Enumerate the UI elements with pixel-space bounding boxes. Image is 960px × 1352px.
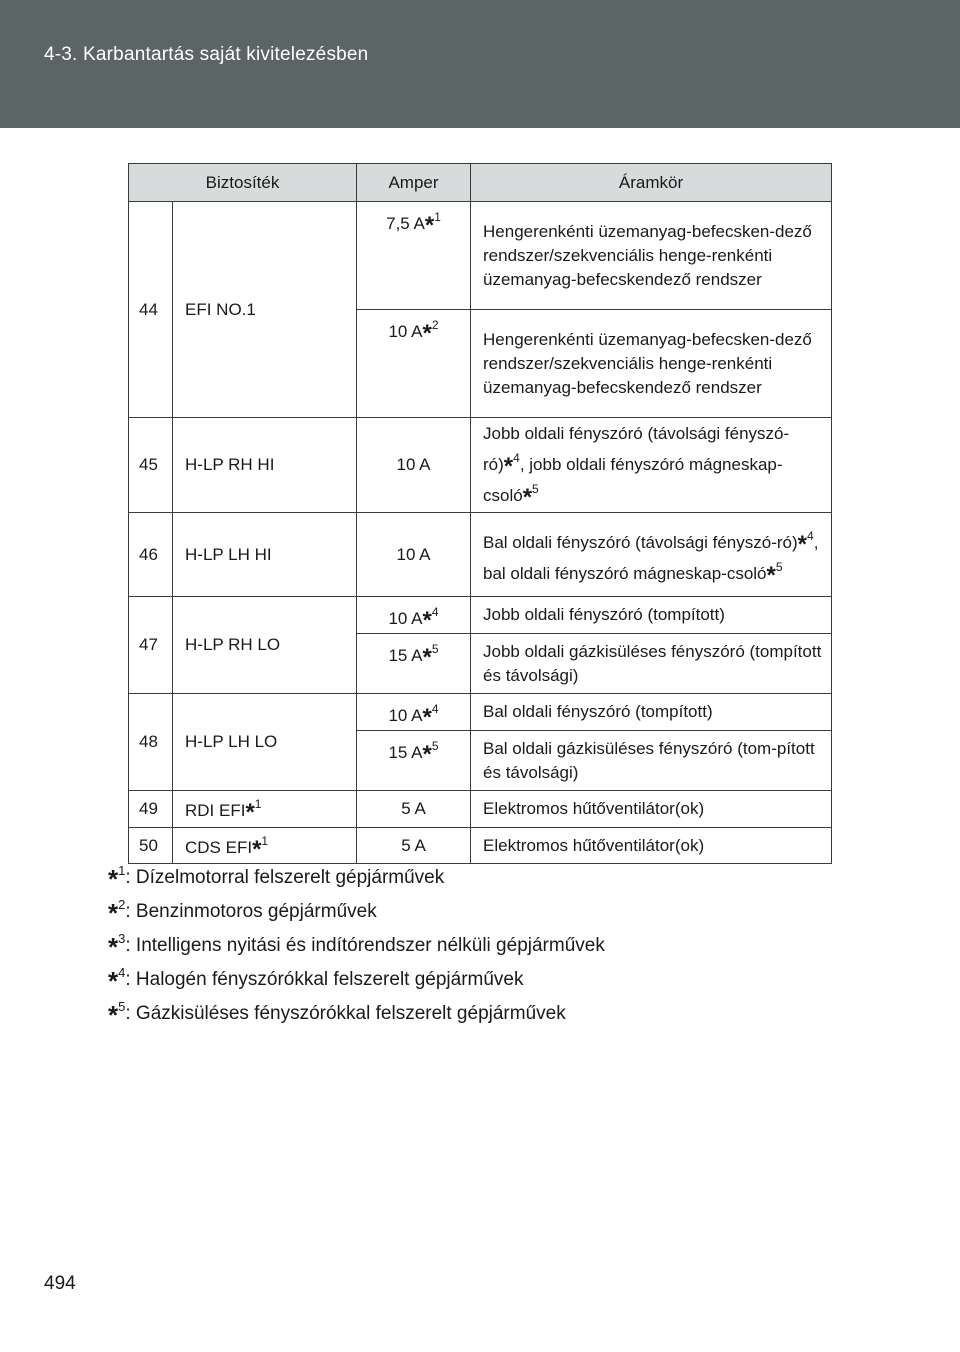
section-title: 4-3. Karbantartás saját kivitelezésben (44, 44, 369, 65)
ampere-cell: 10 A (357, 513, 471, 597)
page-number: 494 (44, 1273, 76, 1294)
fuse-name: RDI EFI*$^1$ (173, 791, 357, 828)
ampere-cell: 15 A*$^5$ (357, 634, 471, 694)
ampere-cell: 7,5 A*$^1$ (357, 202, 471, 310)
circuit-cell: Bal oldali gázkisüléses fényszóró (tom-pított és távolsági) (471, 731, 832, 791)
asterisk-icon: * (108, 1000, 119, 1030)
asterisk-icon: * (108, 898, 119, 928)
fuse-number: 44 (129, 202, 173, 418)
circuit-cell: Jobb oldali fényszóró (tompított) (471, 597, 832, 634)
asterisk-icon: * (766, 561, 776, 589)
asterisk-icon: * (797, 530, 808, 558)
footnote: *$^5$: Gázkisüléses fényszórókkal felszerelt gépjárművek (108, 999, 566, 1030)
fuse-number: 49 (129, 791, 173, 828)
asterisk-icon: * (422, 741, 432, 768)
table-row (129, 418, 832, 513)
table-row (129, 791, 832, 828)
ampere-cell: 5 A (357, 828, 471, 864)
circuit-cell: Elektromos hűtőventilátor(ok) (471, 791, 832, 828)
table-row (129, 202, 832, 310)
circuit-cell: Bal oldali fényszóró (távolsági fényszó-ró)*$^4$, bal oldali fényszóró mágneskap-csoló*$^5$ (471, 513, 832, 597)
ampere-cell: 10 A (357, 418, 471, 513)
asterisk-icon: * (422, 607, 432, 634)
circuit-cell: Jobb oldali gázkisüléses fényszóró (tompított és távolsági) (471, 634, 832, 694)
asterisk-icon: * (422, 320, 432, 347)
fuse-name: H-LP RH HI (173, 418, 357, 513)
fuse-number: 46 (129, 513, 173, 597)
ampere-cell: 10 A*$^2$ (357, 310, 471, 418)
ampere-cell: 15 A*$^5$ (357, 731, 471, 791)
asterisk-icon: * (252, 835, 262, 863)
ampere-cell: 5 A (357, 791, 471, 828)
asterisk-icon: * (522, 484, 533, 511)
asterisk-icon: * (108, 864, 119, 894)
column-header-ampere: Amper (357, 164, 471, 202)
footnote: *$^2$: Benzinmotoros gépjárművek (108, 897, 377, 928)
fuse-name: CDS EFI*$^1$ (173, 828, 357, 864)
circuit-cell: Bal oldali fényszóró (tompított) (471, 694, 832, 731)
fuse-number: 47 (129, 597, 173, 694)
circuit-cell: Jobb oldali fényszóró (távolsági fényszó-ró)*$^4$, jobb oldali fényszóró mágneskap-csoló*$^5$ (471, 418, 832, 513)
fuse-name: H-LP RH LO (173, 597, 357, 694)
fuse-number: 50 (129, 828, 173, 864)
table-header-row (129, 164, 832, 202)
fuse-name: H-LP LH LO (173, 694, 357, 791)
column-header-fuse: Biztosíték (129, 164, 357, 202)
asterisk-icon: * (422, 704, 432, 731)
asterisk-icon: * (422, 644, 432, 671)
table-row (129, 597, 832, 634)
fuse-name: H-LP LH HI (173, 513, 357, 597)
circuit-cell: Elektromos hűtőventilátor(ok) (471, 828, 832, 864)
table-row (129, 513, 832, 597)
fuse-table (128, 163, 832, 864)
footnote: *$^1$: Dízelmotorral felszerelt gépjárművek (108, 863, 445, 894)
asterisk-icon: * (108, 966, 119, 996)
circuit-cell: Hengerenkénti üzemanyag-befecsken-dező rendszer/szekvenciális henge-renkénti üzemanyag-befecskendező rendszer (471, 202, 832, 310)
fuse-name: EFI NO.1 (173, 202, 357, 418)
asterisk-icon: * (503, 453, 514, 480)
fuse-number: 48 (129, 694, 173, 791)
ampere-cell: 10 A*$^4$ (357, 597, 471, 634)
ampere-cell: 10 A*$^4$ (357, 694, 471, 731)
column-header-circuit: Áramkör (471, 164, 832, 202)
circuit-cell: Hengerenkénti üzemanyag-befecsken-dező rendszer/szekvenciális henge-renkénti üzemanyag-befecskendező rendszer (471, 310, 832, 418)
page-header (0, 0, 960, 128)
asterisk-icon: * (424, 212, 435, 239)
asterisk-icon: * (108, 932, 119, 962)
asterisk-icon: * (245, 799, 255, 826)
footnote: *$^3$: Intelligens nyitási és indítórendszer nélküli gépjárművek (108, 931, 605, 962)
fuse-number: 45 (129, 418, 173, 513)
footnote: *$^4$: Halogén fényszórókkal felszerelt gépjárművek (108, 965, 524, 996)
table-row (129, 694, 832, 731)
footnotes (108, 857, 605, 1030)
